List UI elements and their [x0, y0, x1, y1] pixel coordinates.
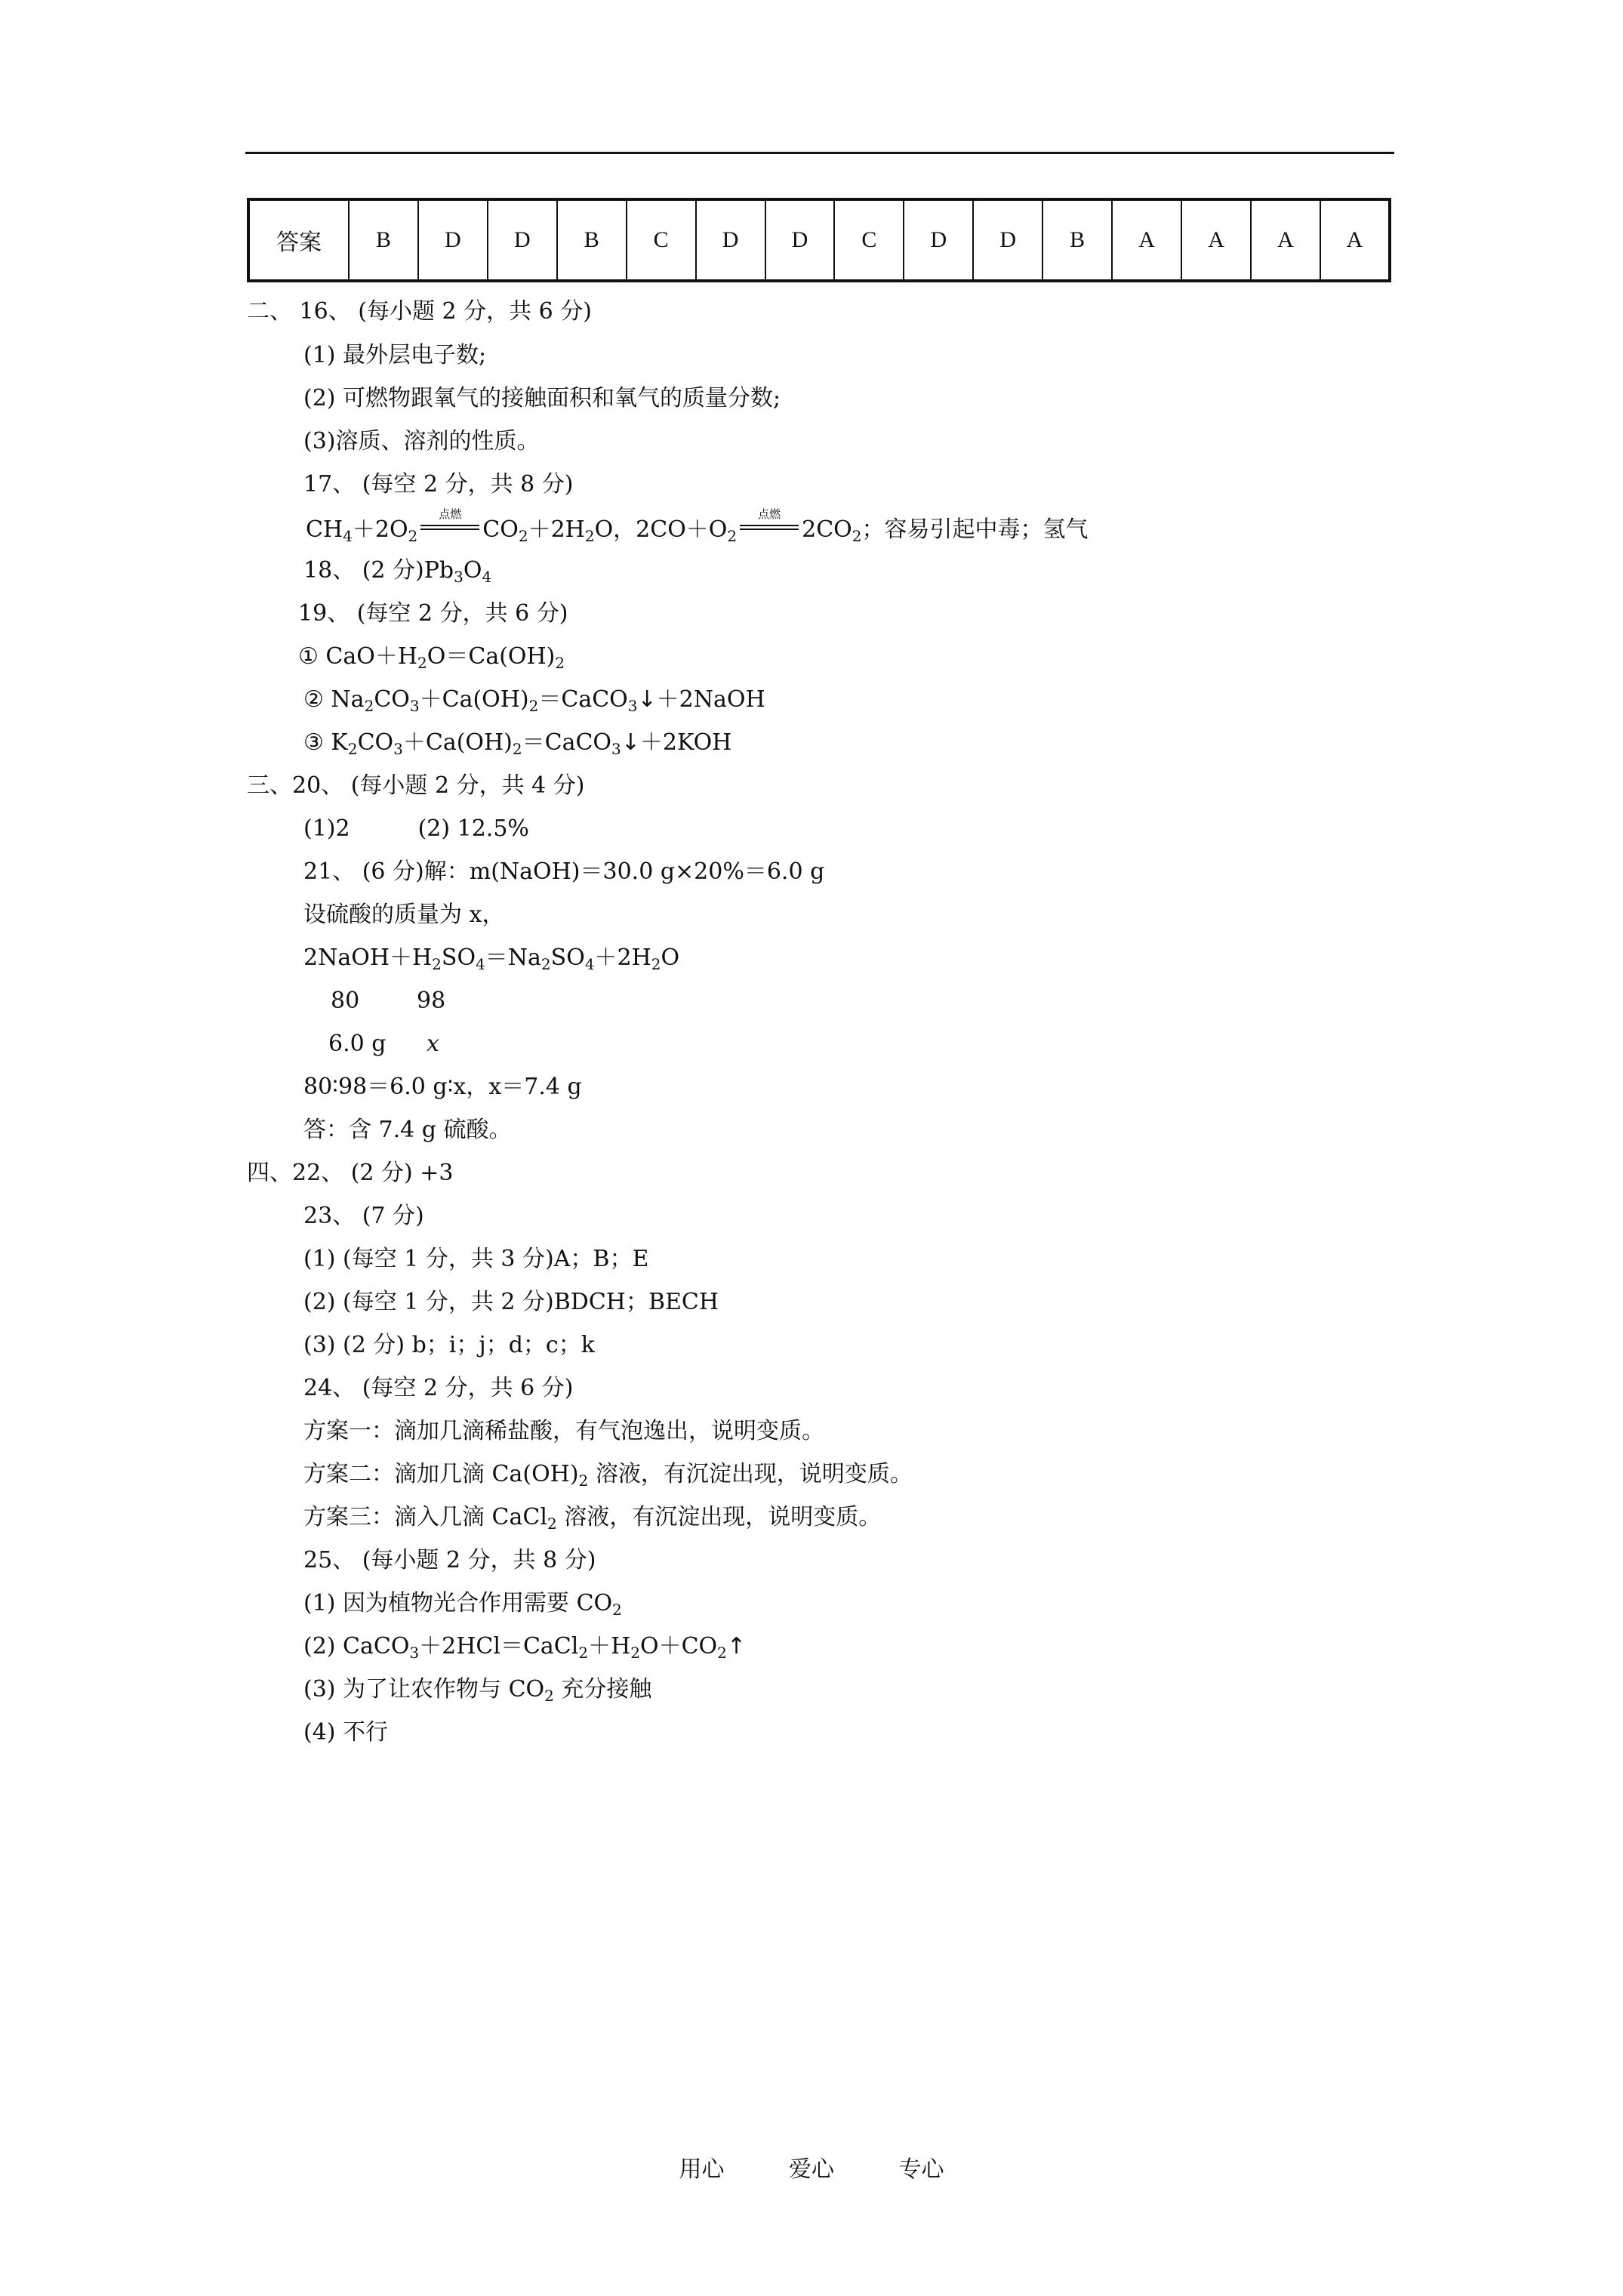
q24-heading: 24、 (每空 2 分，共 6 分)	[303, 1375, 574, 1401]
q25-answer-3: (3) 为了让农作物与 $CO_2$ 充分接触	[303, 1676, 652, 1705]
answer-cell-9: D	[904, 199, 973, 281]
q23-heading: 23、 (7 分)	[303, 1203, 424, 1229]
answer-cell-14: A	[1251, 199, 1320, 281]
q24-plan-1: 方案一：滴加几滴稀盐酸，有气泡逸出，说明变质。	[303, 1418, 824, 1444]
q24-plan-2: 方案二：滴加几滴 $Ca(OH)_2$ 溶液，有沉淀出现，说明变质。	[303, 1461, 913, 1490]
answer-cell-12: A	[1112, 199, 1181, 281]
ignite-condition-2: 点燃	[740, 513, 799, 535]
answer-cell-5: C	[627, 199, 696, 281]
answer-cell-7: D	[765, 199, 835, 281]
q21-mass-x: x	[427, 1031, 439, 1057]
section-3-q20-heading: 三、20、 (每小题 2 分，共 4 分)	[247, 772, 585, 799]
q20-answers: (1)2 (2) 12.5%	[303, 815, 529, 842]
q21-molar-mass-h2so4: 98	[417, 988, 446, 1014]
answer-row	[248, 199, 1390, 281]
q21-mass-naoh: 6.0 g	[328, 1031, 387, 1057]
answer-table	[247, 198, 1391, 282]
footer-word-2: 爱心	[789, 2156, 834, 2183]
q16-answer-2: (2) 可燃物跟氧气的接触面积和氧气的质量分数;	[303, 385, 781, 411]
q23-answer-1: (1) (每空 1 分，共 3 分)A；B；E	[303, 1246, 649, 1272]
q25-answer-4: (4) 不行	[303, 1719, 389, 1746]
answer-cell-10: D	[973, 199, 1042, 281]
answer-cell-13: A	[1181, 199, 1251, 281]
header-rule	[245, 152, 1394, 154]
answer-cell-6: D	[696, 199, 765, 281]
q21-molar-mass-naoh: 80	[331, 988, 360, 1014]
q21-let: 设硫酸的质量为 x，	[303, 901, 505, 928]
q19-equation-3: ③ $K_2CO_3+Ca(OH)_2=CaCO_3↓+2KOH$	[303, 729, 732, 758]
answer-cell-8: C	[834, 199, 904, 281]
q24-plan-3: 方案三：滴入几滴 CaCl$_2$ 溶液，有沉淀出现，说明变质。	[303, 1504, 882, 1533]
section-2-q16-heading: 二、 16、 (每小题 2 分，共 6 分)	[247, 298, 592, 325]
page-footer	[0, 2150, 1623, 2184]
q17-equations: $CH_4+2O_2$ 点燃 $CO_2+2H_2O$，$2CO+O_2$ 点燃 $2CO_2$；容易引起中毒；氢气	[306, 507, 1089, 545]
q25-answer-1: (1) 因为植物光合作用需要 $CO_2$	[303, 1590, 622, 1619]
q23-answer-3: (3) (2 分) b；i；j；d；c；k	[303, 1332, 595, 1358]
answer-cell-3: D	[488, 199, 557, 281]
answer-cell-2: D	[418, 199, 488, 281]
q18-answer: 18、 (2 分)$Pb_3O_4$	[303, 557, 492, 586]
section-4-q22: 四、22、 (2 分) +3	[247, 1160, 454, 1186]
q17-heading: 17、 (每空 2 分，共 8 分)	[303, 471, 574, 498]
answer-cell-15: A	[1320, 199, 1390, 281]
q21-answer: 答：含 7.4 g 硫酸。	[303, 1117, 512, 1143]
answer-cell-11: B	[1042, 199, 1112, 281]
answer-cell-1: B	[349, 199, 418, 281]
q25-answer-2: (2) $CaCO_3+2HCl=CaCl_2+H_2O+CO_2↑$	[303, 1633, 747, 1662]
q25-heading: 25、 (每小题 2 分，共 8 分)	[303, 1547, 596, 1573]
q21-proportion: 80∶98＝6.0 g∶x，x＝7.4 g	[303, 1074, 582, 1100]
q16-answer-3: (3)溶质、溶剂的性质。	[303, 428, 540, 455]
q21-heading: 21、 (6 分)解：m(NaOH)＝30.0 g×20%＝6.0 g	[303, 858, 825, 885]
footer-word-3: 专心	[898, 2156, 944, 2183]
q23-answer-2: (2) (每空 1 分，共 2 分)BDCH；BECH	[303, 1289, 719, 1315]
q19-heading: 19、 (每空 2 分，共 6 分)	[298, 600, 568, 627]
answer-header: 答案	[248, 199, 349, 281]
q19-equation-2: ② $Na_2CO_3+Ca(OH)_2=CaCO_3↓+2NaOH$	[303, 686, 765, 715]
answer-cell-4: B	[557, 199, 627, 281]
q21-equation: $2NaOH+H_2SO_4=Na_2SO_4+2H_2O$	[303, 945, 680, 973]
ignite-condition-1: 点燃	[420, 513, 479, 535]
q19-equation-1: ① $CaO+H_2O=Ca(OH)_2$	[298, 643, 565, 672]
footer-word-1: 用心	[679, 2156, 725, 2183]
q16-answer-1: (1) 最外层电子数;	[303, 342, 487, 368]
